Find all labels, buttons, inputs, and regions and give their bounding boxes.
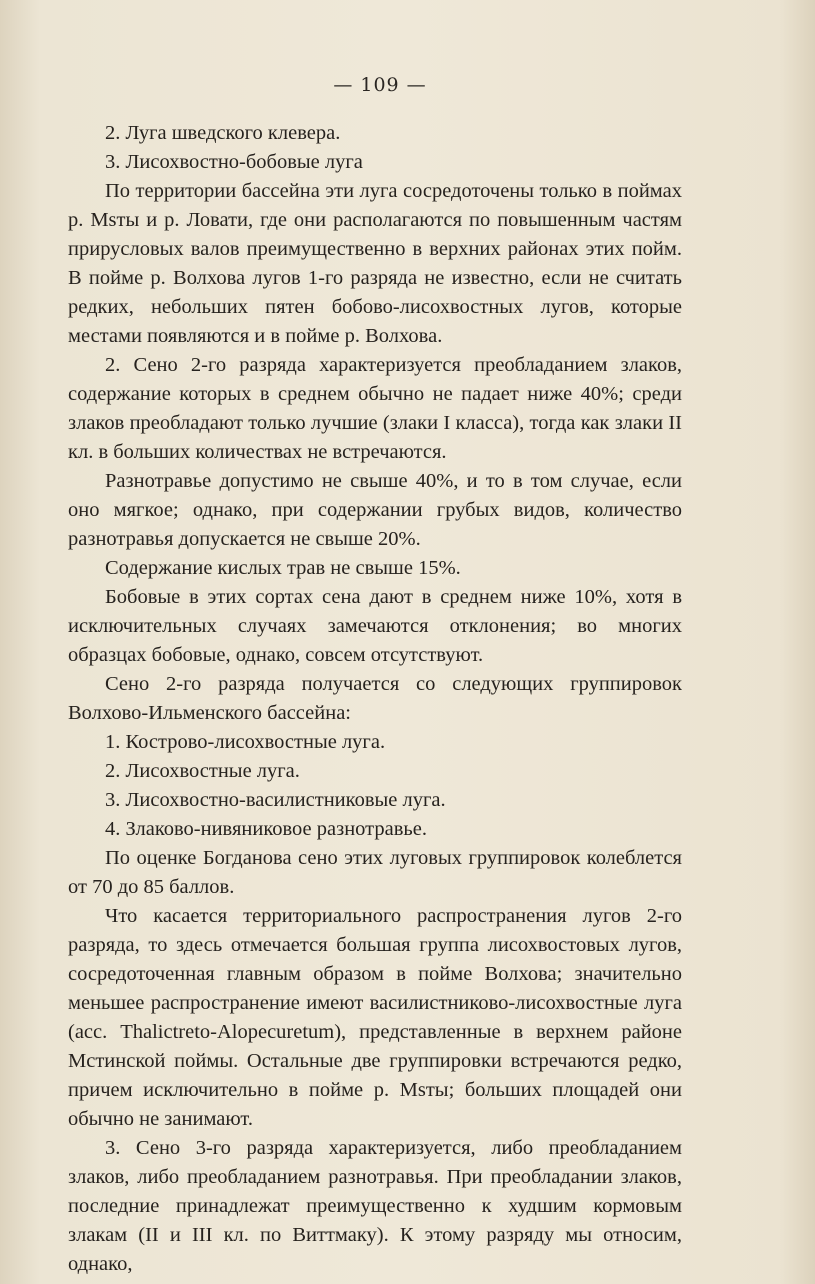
paragraph-groupings-intro: Сено 2-го разряда получается со следующих группировок Волхово-Ильменского бассейна:: [68, 673, 682, 724]
page-number: — 109 —: [333, 74, 427, 96]
paragraph-meadow-type-3: 3. Лисохвостно-бобовые луга: [105, 151, 363, 173]
paragraph-legumes: Бобовые в этих сортах сена дают в среднем ниже 10%, хотя в исключительных случаях замечаются отклонения; во многих образцах бобовые, однако, совсем отсутствуют.: [68, 586, 682, 666]
paragraph-meadow-type-2: 2. Луга шведского клевера.: [105, 122, 341, 144]
paragraph-distribution: По территории бассейна эти луга сосредоточены только в поймах р. Msты и р. Ловати, где они располагаются по повышенным частям прирусловых валов преимущественно в верхних районах этих пойм. В пойме р. Волхова лугов 1-го разряда не известно, если не считать редких, небольших пятен бобово-лисохвостных лугов, которые местами появляются и в пойме р. Волхова.: [68, 180, 682, 347]
paragraph-hay-grade-2: 2. Сено 2-го разряда характеризуется преобладанием злаков, содержание которых в среднем обычно не падает ниже 40%; среди злаков преобладают только лучшие (злаки I класса), тогда как злаки II кл. в больших количествах не встречаются.: [68, 354, 682, 463]
list-item-grouping-4: 4. Злаково-нивяниковое разнотравье.: [105, 818, 427, 840]
body-text: [68, 119, 682, 1279]
paragraph-sour-grasses: Содержание кислых трав не свыше 15%.: [105, 557, 461, 579]
paragraph-territorial-distribution: Что касается территориального распространения лугов 2-го разряда, то здесь отмечается большая группа лисохвостовых лугов, сосредоточенная главным образом в пойме Волхова; значительно меньшее распространение имеют василистниково-лисохвостные луга (асс. Thalictreto-Alopecuretum), представленные в верхнем районе Мстинской поймы. Остальные две группировки встречаются редко, причем исключительно в пойме р. Msты; больших площадей они обычно не занимают.: [68, 905, 682, 1130]
list-item-grouping-3: 3. Лисохвостно-василистниковые луга.: [105, 789, 446, 811]
list-item-grouping-1: 1. Кострово-лисохвостные луга.: [105, 731, 386, 753]
paragraph-bogdanov-score: По оценке Богданова сено этих луговых группировок колеблется от 70 до 85 баллов.: [68, 847, 682, 898]
paragraph-hay-grade-3: 3. Сено 3-го разряда характеризуется, либо преобладанием злаков, либо преобладанием разнотравья. При преобладании злаков, последние принадлежат преимущественно к худшим кормовым злакам (II и III кл. по Виттмаку). К этому разряду мы относим, однако,: [68, 1137, 682, 1275]
paragraph-forbs: Разнотравье допустимо не свыше 40%, и то в том случае, если оно мягкое; однако, при содержании грубых видов, количество разнотравья допускается не свыше 20%.: [68, 470, 682, 550]
list-item-grouping-2: 2. Лисохвостные луга.: [105, 760, 300, 782]
